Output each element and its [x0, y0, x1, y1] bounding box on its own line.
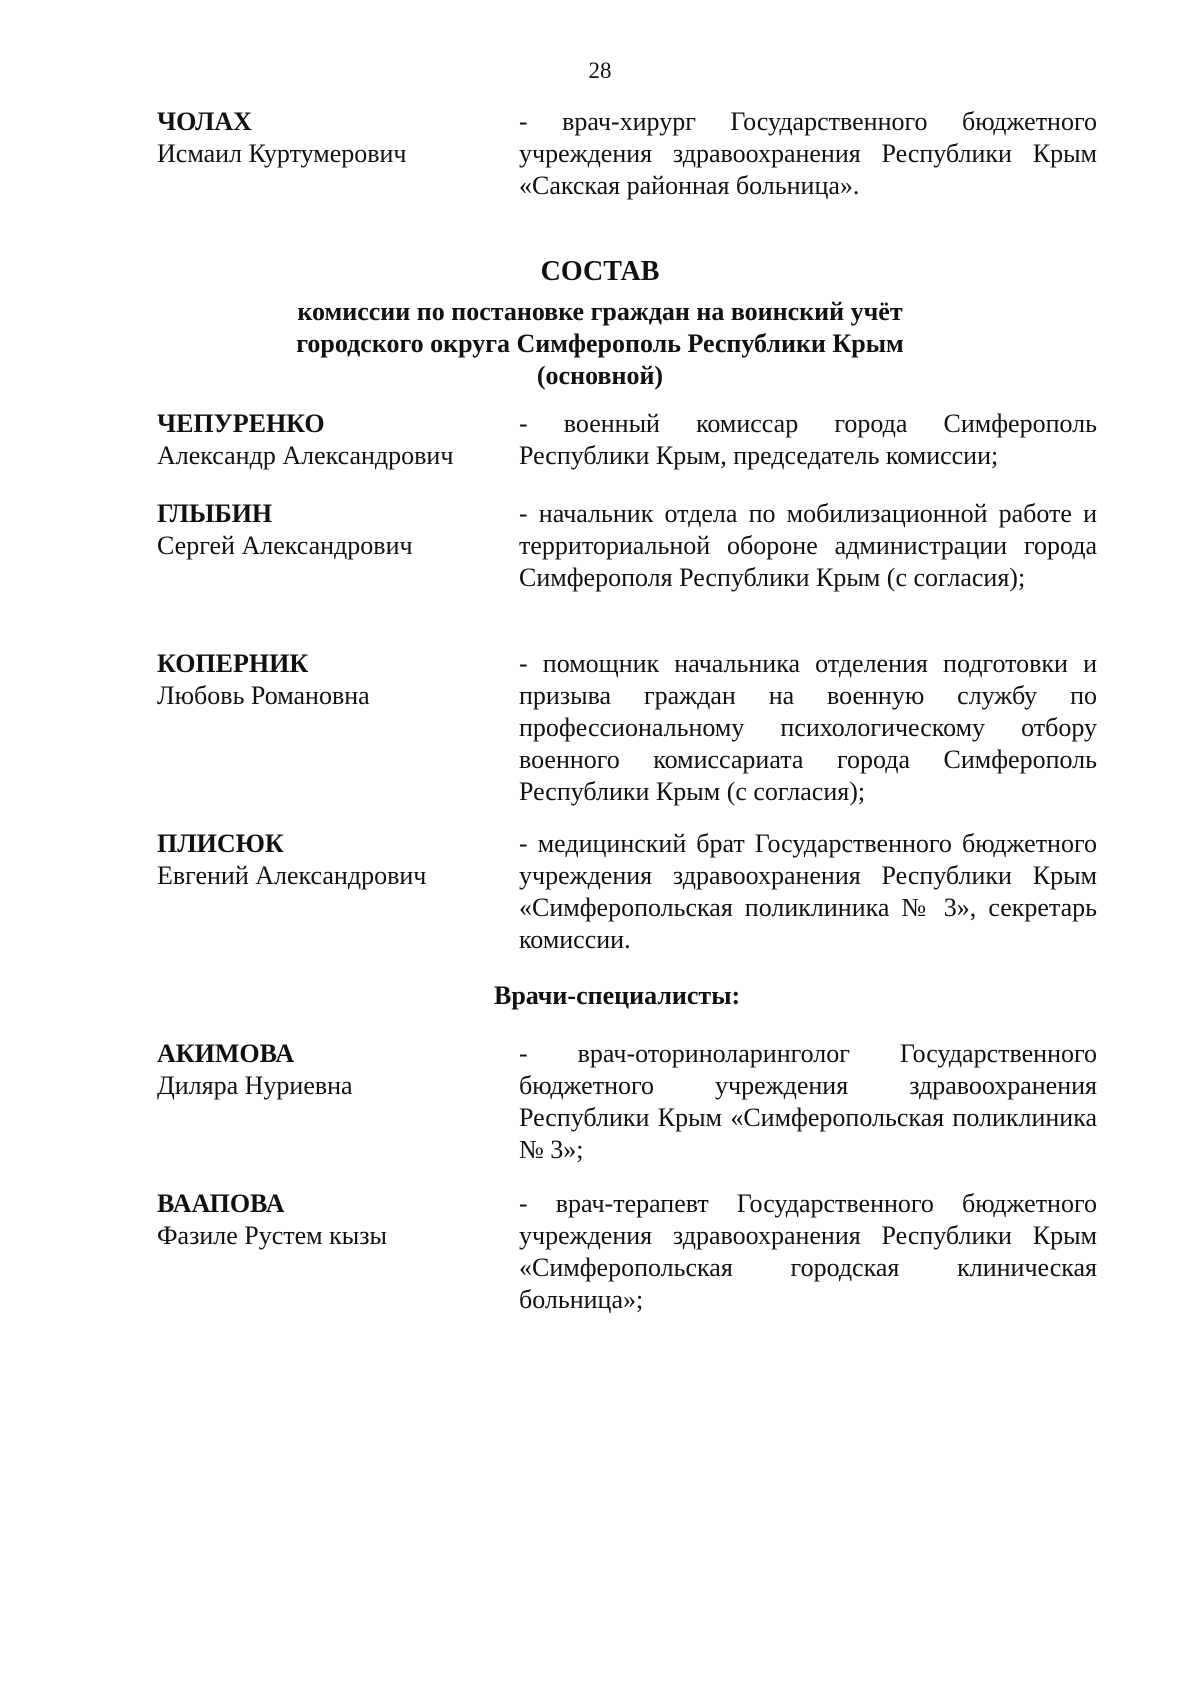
entry-name	[157, 408, 497, 472]
entry-given-name: Диляра Нуриевна	[157, 1071, 353, 1100]
entry-given-name: Александр Александрович	[157, 441, 454, 470]
heading-line-3: (основной)	[536, 361, 664, 390]
entry-surname: АКИМОВА	[157, 1039, 295, 1068]
entry-surname: ПЛИСЮК	[157, 829, 284, 858]
entry-role: - помощник начальника отделения подготовки и призыва граждан на военную службу по профессиональному психологическому отбору военного комиссариата города Симферополь Республики Крым (с согласия);	[519, 649, 1097, 806]
entry-given-name: Евгений Александрович	[157, 861, 427, 890]
entry-given-name: Исмаил Куртумерович	[157, 139, 407, 168]
entry-name	[157, 1188, 497, 1252]
entry-name	[157, 498, 497, 562]
entry-given-name: Любовь Романовна	[157, 681, 370, 710]
entry-given-name: Сергей Александрович	[157, 531, 413, 560]
entry-role: - медицинский брат Государственного бюджетного учреждения здравоохранения Республики Крым «Симферопольская поликлиника № 3», секретарь комиссии.	[519, 829, 1097, 954]
entry-role: - начальник отдела по мобилизационной работе и территориальной обороне администрации города Симферополя Республики Крым (с согласия);	[519, 499, 1097, 592]
page-number: 28	[588, 58, 612, 83]
entry-name	[157, 828, 497, 892]
heading-title: СОСТАВ	[540, 256, 660, 287]
entry-role: - врач-оториноларинголог Государственного бюджетного учреждения здравоохранения Республики Крым «Симферопольская поликлиника № 3»;	[519, 1039, 1097, 1164]
entry-name	[157, 106, 497, 170]
entry-role: - врач-терапевт Государственного бюджетного учреждения здравоохранения Республики Крым «Симферопольская городская клиническая больница»;	[519, 1189, 1097, 1314]
entry-name	[157, 1038, 497, 1102]
section-heading	[0, 256, 1200, 392]
entry-role: - военный комиссар города Симферополь Республики Крым, председатель комиссии;	[519, 409, 1097, 470]
entry-surname: ГЛЫБИН	[157, 499, 273, 528]
entry-role: - врач-хирург Государственного бюджетного учреждения здравоохранения Республики Крым «Сакская районная больница».	[519, 107, 1097, 200]
entry-surname: ВААПОВА	[157, 1189, 285, 1218]
specialists-heading: Врачи-специалисты:	[494, 981, 741, 1010]
entry-surname: ЧЕПУРЕНКО	[157, 409, 325, 438]
heading-line-1: комиссии по постановке граждан на воинский учёт	[297, 297, 903, 326]
heading-line-2: городского округа Симферополь Республики Крым	[296, 329, 904, 358]
entry-name	[157, 648, 497, 712]
entry-surname: ЧОЛАХ	[157, 107, 252, 136]
entry-given-name: Фазиле Рустем кызы	[157, 1221, 387, 1250]
entry-surname: КОПЕРНИК	[157, 649, 309, 678]
